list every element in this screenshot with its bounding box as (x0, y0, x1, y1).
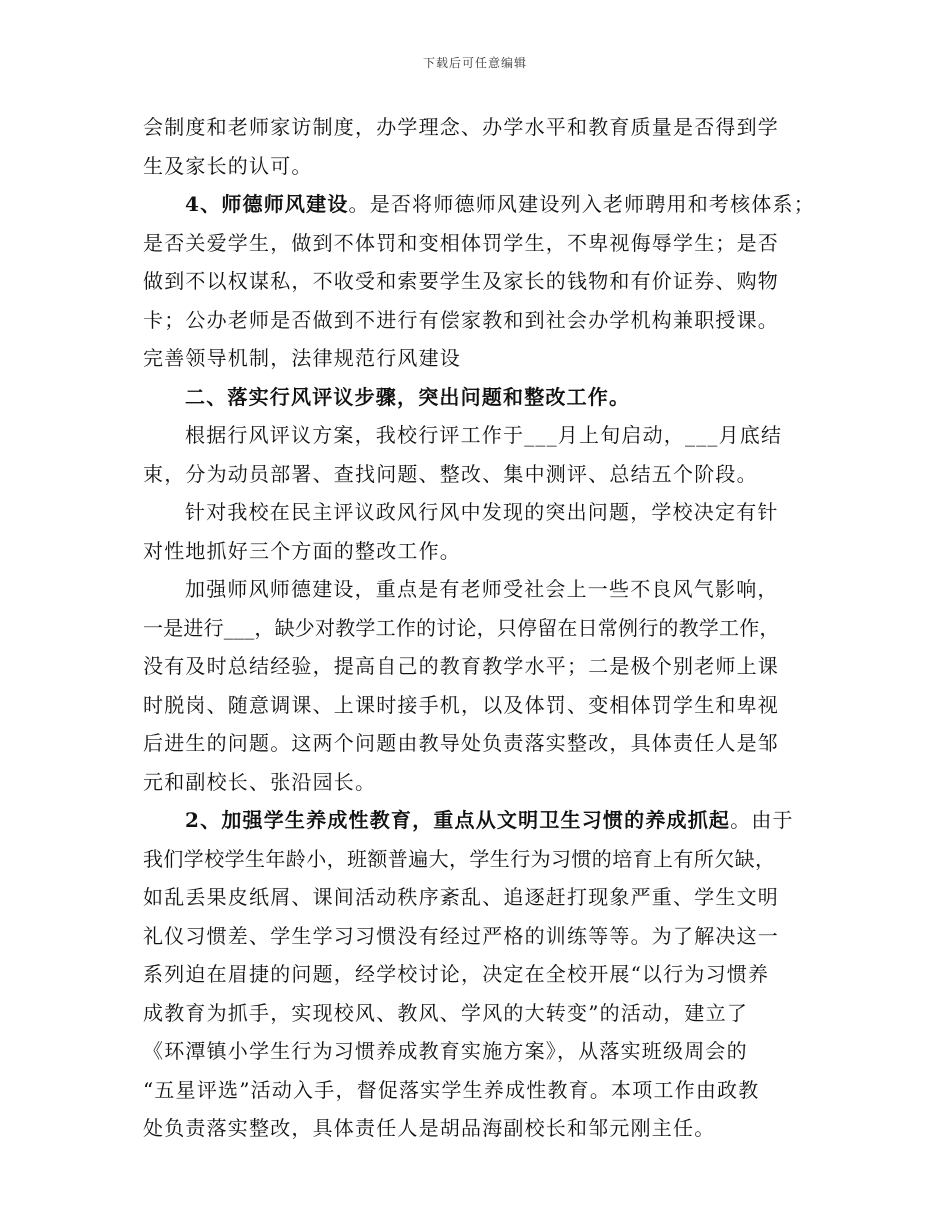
section-4-title: 4、师德师风建设 (185, 192, 349, 216)
text-line: 加强师风师德建设，重点是有老师受社会上一些不良风气影响， (185, 577, 779, 601)
text-line: 生及家长的认可。 (143, 153, 313, 178)
text-line: 《环潭镇小学生行为习惯养成教育实施方案》，从落实班级周会的 (143, 1039, 748, 1063)
text-line: 对性地抓好三个方面的整改工作。 (143, 538, 461, 563)
text-line: 系列迫在眉捷的问题，经学校讨论，决定在全校开展“以行为习惯养 (143, 962, 770, 986)
text-line: 完善领导机制，法律规范行风建设 (143, 346, 461, 370)
text-line: 会制度和老师家访制度，办学理念、办学水平和教育质量是否得到学 (143, 115, 779, 139)
text-line: 束，分为动员部署、查找问题、整改、集中测评、总结五个阶段。 (143, 461, 758, 486)
text-line: 如乱丢果皮纸屑、课间活动秩序紊乱、追逐赶打现象严重、学生文明 (143, 885, 779, 909)
text-line: 时脱岗、随意调课、上课时接手机，以及体罚、变相体罚学生和卑视 (143, 692, 779, 717)
text-line: 元和副校长、张沿园长。 (143, 769, 377, 794)
text-line: 我们学校学生年龄小，班额普遍大，学生行为习惯的培育上有所欠缺， (143, 846, 776, 871)
text-line: 成教育为抓手，实现校风、教风、学风的大转变”的活动，建立了 (143, 1000, 749, 1025)
text-line: 没有及时总结经验，提高自己的教育教学水平；二是极个别老师上课 (143, 654, 779, 678)
section-heading: 二、落实行风评议步骤，突出问题和整改工作。 (185, 384, 631, 409)
section-2-title: 2、加强学生养成性教育，重点从文明卫生习惯的养成抓起 (185, 808, 731, 832)
page-header: 下载后可任意编辑 (422, 56, 527, 70)
text-line: 礼仪习惯差、学生学习习惯没有经过严格的训练等等。为了解决这一 (143, 923, 779, 948)
text-line: 卡；公办老师是否做到不进行有偿家教和到社会办学机构兼职授课。 (143, 307, 779, 332)
section-2-line: 2、加强学生养成性教育，重点从文明卫生习惯的养成抓起。由于 (185, 808, 794, 832)
text-line: 做到不以权谋私，不收受和索要学生及家长的钱物和有价证券、购物 (143, 269, 779, 293)
text-line: 是否关爱学生，做到不体罚和变相体罚学生，不卑视侮辱学生；是否 (143, 230, 779, 255)
document-body (143, 108, 815, 1148)
text-line: 针对我校在民主评议政风行风中发现的突出问题，学校决定有针 (185, 500, 779, 524)
text-line: 处负责落实整改，具体责任人是胡品海副校长和邹元刚主任。 (143, 1116, 716, 1140)
text-line: 根据行风评议方案，我校行评工作于___月上旬启动，___月底结 (185, 423, 783, 447)
text-line: 后进生的问题。这两个问题由教导处负责落实整改，具体责任人是邹 (143, 731, 779, 755)
section-4-line: 4、师德师风建设。是否将师德师风建设列入老师聘用和考核体系； (185, 192, 815, 216)
text-line: “五星评选”活动入手，督促落实学生养成性教育。本项工作由政教 (143, 1077, 760, 1102)
text-line: 一是进行___，缺少对教学工作的讨论，只停留在日常例行的教学工作， (143, 615, 780, 640)
